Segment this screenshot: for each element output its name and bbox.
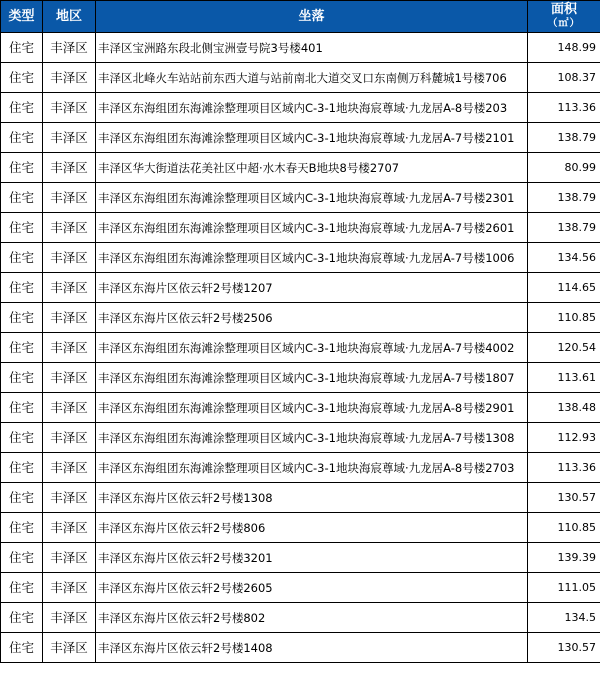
cell-area: 111.05 [528, 573, 600, 603]
cell-type: 住宅 [1, 573, 43, 603]
table-row [1, 273, 600, 303]
cell-location: 丰泽区北峰火车站站前东西大道与站前南北大道交叉口东南侧万科麓城1号楼706 [96, 63, 528, 93]
cell-district: 丰泽区 [43, 303, 96, 333]
cell-type: 住宅 [1, 63, 43, 93]
cell-district: 丰泽区 [43, 633, 96, 663]
cell-area: 113.36 [528, 453, 600, 483]
cell-location: 丰泽区东海组团东海滩涂整理项目区域内C-3-1地块海宸尊域·九龙居A-7号楼2301 [96, 183, 528, 213]
cell-district: 丰泽区 [43, 603, 96, 633]
header-row [1, 1, 600, 33]
cell-location: 丰泽区东海组团东海滩涂整理项目区域内C-3-1地块海宸尊域·九龙居A-7号楼1807 [96, 363, 528, 393]
cell-location: 丰泽区华大街道法花美社区中超·水木春天B地块8号楼2707 [96, 153, 528, 183]
cell-type: 住宅 [1, 363, 43, 393]
cell-type: 住宅 [1, 603, 43, 633]
table-header [1, 1, 600, 33]
cell-district: 丰泽区 [43, 183, 96, 213]
table-row [1, 333, 600, 363]
table-row [1, 303, 600, 333]
table-body [1, 33, 600, 663]
cell-area: 112.93 [528, 423, 600, 453]
cell-district: 丰泽区 [43, 453, 96, 483]
cell-location: 丰泽区宝洲路东段北侧宝洲壹号院3号楼401 [96, 33, 528, 63]
cell-type: 住宅 [1, 513, 43, 543]
cell-area: 120.54 [528, 333, 600, 363]
cell-location: 丰泽区东海组团东海滩涂整理项目区域内C-3-1地块海宸尊域·九龙居A-7号楼1006 [96, 243, 528, 273]
cell-area: 130.57 [528, 483, 600, 513]
cell-location: 丰泽区东海组团东海滩涂整理项目区域内C-3-1地块海宸尊域·九龙居A-8号楼2901 [96, 393, 528, 423]
cell-type: 住宅 [1, 543, 43, 573]
table-row [1, 483, 600, 513]
cell-area: 130.57 [528, 633, 600, 663]
table-row [1, 513, 600, 543]
cell-district: 丰泽区 [43, 213, 96, 243]
cell-district: 丰泽区 [43, 423, 96, 453]
cell-location: 丰泽区东海片区依云轩2号楼2605 [96, 573, 528, 603]
header-area-label: 面积 [550, 1, 577, 17]
cell-location: 丰泽区东海片区依云轩2号楼2506 [96, 303, 528, 333]
cell-type: 住宅 [1, 423, 43, 453]
cell-type: 住宅 [1, 33, 43, 63]
cell-location: 丰泽区东海组团东海滩涂整理项目区域内C-3-1地块海宸尊域·九龙居A-7号楼4002 [96, 333, 528, 363]
cell-area: 108.37 [528, 63, 600, 93]
cell-area: 114.65 [528, 273, 600, 303]
table-row [1, 423, 600, 453]
cell-area: 138.79 [528, 183, 600, 213]
cell-location: 丰泽区东海组团东海滩涂整理项目区域内C-3-1地块海宸尊域·九龙居A-8号楼203 [96, 93, 528, 123]
cell-district: 丰泽区 [43, 573, 96, 603]
cell-location: 丰泽区东海片区依云轩2号楼806 [96, 513, 528, 543]
cell-area: 113.36 [528, 93, 600, 123]
table-row [1, 63, 600, 93]
cell-type: 住宅 [1, 393, 43, 423]
table-row [1, 183, 600, 213]
cell-area: 134.5 [528, 603, 600, 633]
table-row [1, 453, 600, 483]
cell-area: 138.48 [528, 393, 600, 423]
cell-location: 丰泽区东海组团东海滩涂整理项目区域内C-3-1地块海宸尊域·九龙居A-8号楼2703 [96, 453, 528, 483]
cell-district: 丰泽区 [43, 243, 96, 273]
cell-district: 丰泽区 [43, 333, 96, 363]
cell-location: 丰泽区东海片区依云轩2号楼1308 [96, 483, 528, 513]
cell-location: 丰泽区东海片区依云轩2号楼3201 [96, 543, 528, 573]
cell-area: 134.56 [528, 243, 600, 273]
cell-district: 丰泽区 [43, 513, 96, 543]
table-row [1, 603, 600, 633]
header-area-unit: （㎡） [547, 17, 581, 29]
cell-district: 丰泽区 [43, 33, 96, 63]
cell-type: 住宅 [1, 633, 43, 663]
cell-area: 110.85 [528, 513, 600, 543]
cell-type: 住宅 [1, 213, 43, 243]
cell-location: 丰泽区东海片区依云轩2号楼1408 [96, 633, 528, 663]
header-location: 坐落 [96, 1, 528, 33]
table-row [1, 213, 600, 243]
cell-district: 丰泽区 [43, 153, 96, 183]
cell-area: 138.79 [528, 123, 600, 153]
table-row [1, 573, 600, 603]
cell-area: 110.85 [528, 303, 600, 333]
cell-area: 138.79 [528, 213, 600, 243]
cell-district: 丰泽区 [43, 543, 96, 573]
table-row [1, 243, 600, 273]
cell-location: 丰泽区东海组团东海滩涂整理项目区域内C-3-1地块海宸尊域·九龙居A-7号楼2601 [96, 213, 528, 243]
table-row [1, 153, 600, 183]
cell-area: 139.39 [528, 543, 600, 573]
table-row [1, 633, 600, 663]
cell-location: 丰泽区东海组团东海滩涂整理项目区域内C-3-1地块海宸尊域·九龙居A-7号楼2101 [96, 123, 528, 153]
cell-type: 住宅 [1, 303, 43, 333]
cell-type: 住宅 [1, 183, 43, 213]
table-row [1, 393, 600, 423]
cell-location: 丰泽区东海片区依云轩2号楼1207 [96, 273, 528, 303]
cell-district: 丰泽区 [43, 123, 96, 153]
cell-type: 住宅 [1, 483, 43, 513]
cell-type: 住宅 [1, 243, 43, 273]
cell-area: 80.99 [528, 153, 600, 183]
cell-type: 住宅 [1, 123, 43, 153]
cell-type: 住宅 [1, 153, 43, 183]
header-district: 地区 [43, 1, 96, 33]
cell-area: 113.61 [528, 363, 600, 393]
cell-type: 住宅 [1, 453, 43, 483]
cell-district: 丰泽区 [43, 63, 96, 93]
table-row [1, 33, 600, 63]
cell-district: 丰泽区 [43, 273, 96, 303]
cell-district: 丰泽区 [43, 393, 96, 423]
cell-district: 丰泽区 [43, 93, 96, 123]
cell-area: 148.99 [528, 33, 600, 63]
table-row [1, 123, 600, 153]
cell-type: 住宅 [1, 273, 43, 303]
cell-location: 丰泽区东海组团东海滩涂整理项目区域内C-3-1地块海宸尊域·九龙居A-7号楼1308 [96, 423, 528, 453]
table-row [1, 363, 600, 393]
header-area [528, 1, 600, 33]
header-type: 类型 [1, 1, 43, 33]
table-row [1, 93, 600, 123]
cell-type: 住宅 [1, 93, 43, 123]
cell-type: 住宅 [1, 333, 43, 363]
cell-location: 丰泽区东海片区依云轩2号楼802 [96, 603, 528, 633]
cell-district: 丰泽区 [43, 363, 96, 393]
table-row [1, 543, 600, 573]
cell-district: 丰泽区 [43, 483, 96, 513]
